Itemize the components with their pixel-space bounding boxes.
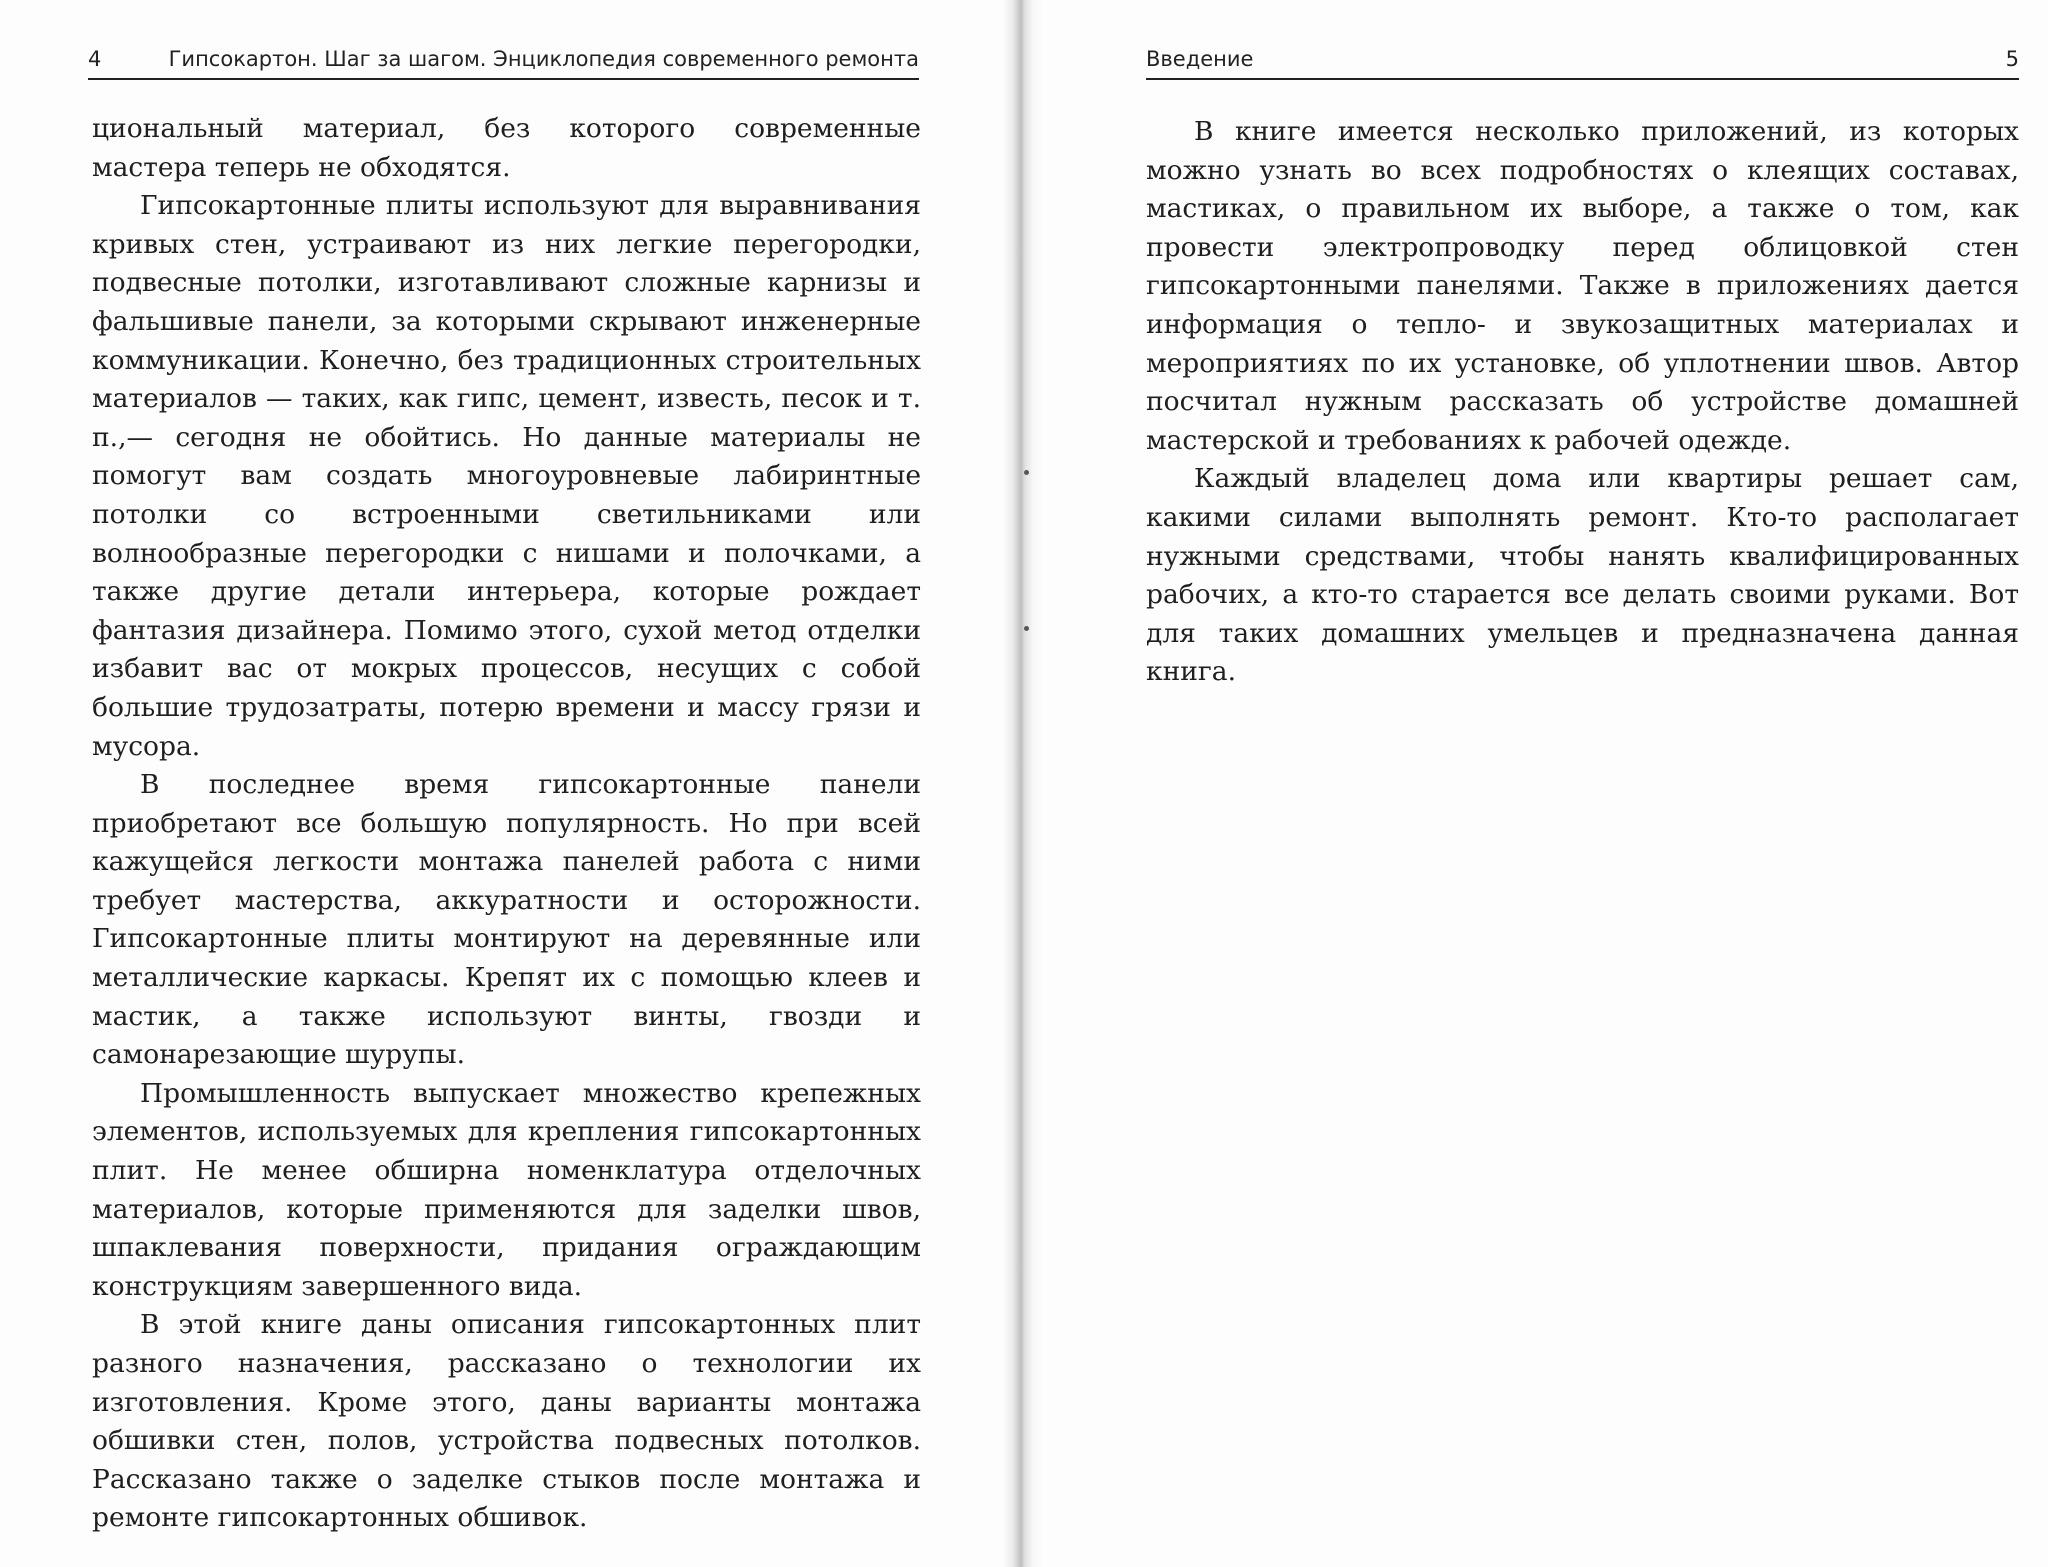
body-text-left: [92, 110, 921, 1538]
gutter-speck: [1024, 470, 1029, 475]
running-head-right: [1146, 44, 2019, 80]
paragraph: циональный материал, без которого современные мастера теперь не обходятся.: [92, 113, 921, 183]
paragraph: Промышленность выпускает множество крепежных элементов, используемых для крепления гипсокартонных плит. Не менее обширна номенклатура отделочных материалов, которые применяются для заделки швов, шпаклевания поверхности, придания ограждающим конструкциям завершенного вида.: [92, 1077, 921, 1302]
page-number: 4: [88, 47, 102, 71]
running-title: Введение: [1146, 47, 1254, 71]
paragraph: В этой книге даны описания гипсокартонных плит разного назначения, рассказано о технологии их изготовления. Кроме этого, даны варианты монтажа обшивки стен, полов, устройства подвесных потолков. Рассказано также о заделке стыков после монтажа и ремонте гипсокартонных обшивок.: [92, 1309, 921, 1534]
right-page: [1035, 0, 2048, 1567]
body-text-right: [1146, 113, 2019, 692]
left-page: [0, 0, 1010, 1567]
running-head-left: [88, 44, 919, 80]
gutter-speck: [1024, 626, 1029, 631]
paragraph: Гипсокартонные плиты используют для выравнивания кривых стен, устраивают из них легкие перегородки, подвесные потолки, изготавливают сложные карнизы и фальшивые панели, за которыми скрывают инженерные коммуникации. Конечно, без традиционных строительных материалов — таких, как гипс, цемент, известь, песок и т. п.,— сегодня не обойтись. Но данные материалы не помогут вам создать многоуровневые лабиринтные потолки со встроенными светильниками или волнообразные перегородки с нишами и полочками, а также другие детали интерьера, которые рождает фантазия дизайнера. Помимо этого, сухой метод отделки избавит вас от мокрых процессов, несущих с собой большие трудозатраты, потерю времени и массу грязи и мусора.: [92, 190, 921, 762]
running-title: Гипсокартон. Шаг за шагом. Энциклопедия современного ремонта: [168, 47, 919, 71]
paragraph: В последнее время гипсокартонные панели приобретают все большую популярность. Но при всей кажущейся легкости монтажа панелей работа с ними требует мастерства, аккуратности и осторожности. Гипсокартонные плиты монтируют на деревянные или металлические каркасы. Крепят их с помощью клеев и мастик, а также используют винты, гвозди и самонарезающие шурупы.: [92, 769, 921, 1071]
paragraph: В книге имеется несколько приложений, из которых можно узнать во всех подробностях о клеящих составах, мастиках, о правильном их выборе, а также о том, как провести электропроводку перед облицовкой стен гипсокартонными панелями. Также в приложениях дается информация о тепло- и звукозащитных материалах и мероприятиях по их установке, об уплотнении швов. Автор посчитал нужным рассказать об устройстве домашней мастерской и требованиях к рабочей одежде.: [1146, 116, 2019, 456]
paragraph: Каждый владелец дома или квартиры решает сам, какими силами выполнять ремонт. Кто-то располагает нужными средствами, чтобы нанять квалифицированных рабочих, а кто-то старается все делать своими руками. Вот для таких домашних умельцев и предназначена данная книга.: [1146, 463, 2019, 688]
page-number: 5: [2005, 47, 2019, 71]
